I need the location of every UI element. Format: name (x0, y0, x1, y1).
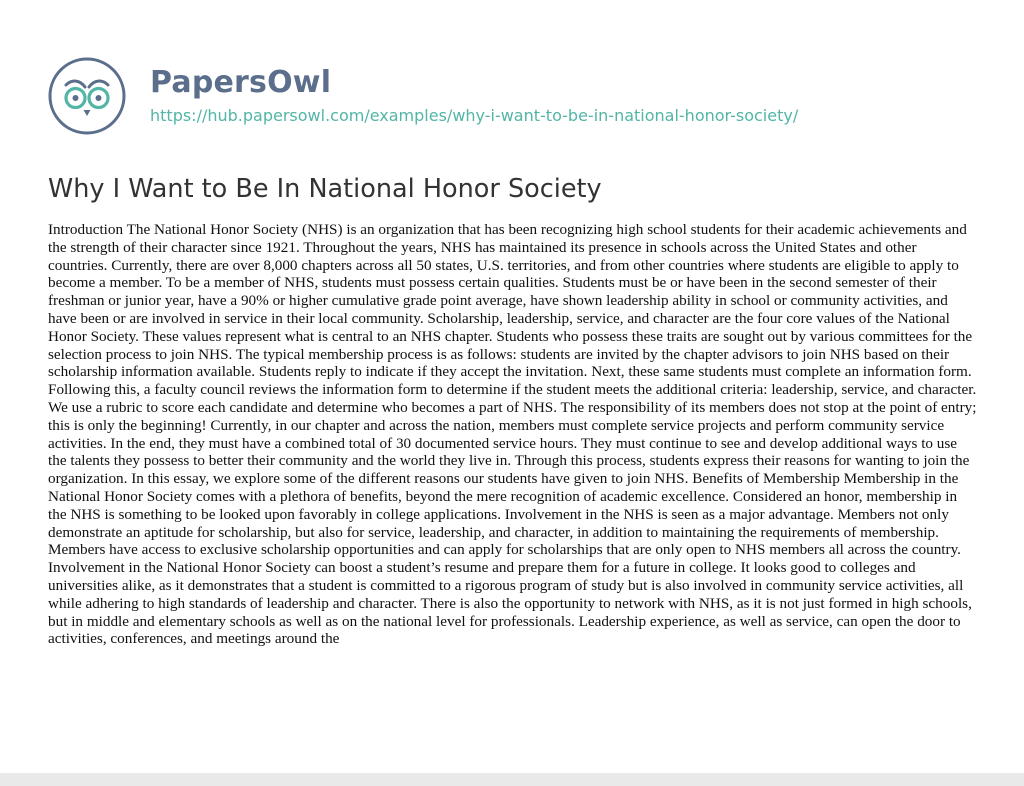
page-footer-bar (0, 773, 1024, 786)
site-header (48, 56, 798, 136)
essay-title: Why I Want to Be In National Honor Society (48, 174, 602, 204)
brand-block (150, 65, 798, 127)
owl-logo-icon[interactable] (48, 57, 126, 135)
source-url-link[interactable]: https://hub.papersowl.com/examples/why-i-want-to-be-in-national-honor-society/ (150, 106, 799, 125)
essay-body: Introduction The National Honor Society (NHS) is an organization that has been recognizing high school students for their academic achievements and the strength of their character since 1921. Throughout the years, NHS has maintained its presence in schools across the United States and other countries. Currently, there are over 8,000 chapters across all 50 states, U.S. territories, and from other countries where students are eligible to apply to become a member. To be a member of NHS, students must possess certain qualities. Students must be or have been in the second semester of their freshman or junior year, have a 90% or higher cumulative grade point average, have shown leadership ability in school or community activities, and have been or are involved in service in their local community. Scholarship, leadership, service, and character are the four core values of the National Honor Society. These values represent what is central to an NHS chapter. Students who possess these traits are sought out by various committees for the selection process to join NHS. The typical membership process is as follows: students are invited by the chapter advisors to join NHS based on their scholarship information available. Students reply to indicate if they accept the invitation. Next, these same students must complete an information form. Following this, a faculty council reviews the information form to determine if the student meets the additional criteria: leadership, service, and character. We use a rubric to score each candidate and determine who becomes a part of NHS. The responsibility of its members does not stop at the point of entry; this is only the beginning! Currently, in our chapter and across the nation, members must complete service projects and perform community service activities. In the end, they must have a combined total of 30 documented service hours. They must continue to see and develop additional ways to use the talents they possess to better their community and the world they live in. Through this process, students express their reasons for wanting to join the organization. In this essay, we explore some of the different reasons our students have given to join NHS. Benefits of Membership Membership in the National Honor Society comes with a plethora of benefits, beyond the mere recognition of academic excellence. Considered an honor, membership in the NHS is something to be looked upon favorably in college applications. Involvement in the NHS is seen as a major advantage. Members not only demonstrate an aptitude for scholarship, but also for service, leadership, and character, in addition to maintaining the requirements of membership. Members have access to exclusive scholarship opportunities and can apply for scholarships that are only open to NHS members all across the country. Involvement in the National Honor Society can boost a student’s resume and prepare them for a future in college. It looks good to colleges and universities alike, as it demonstrates that a student is committed to a rigorous program of study but is also involved in community service activities, all while adhering to high standards of leadership and character. There is also the opportunity to network with NHS, as it is not just formed in high schools, but in middle and elementary schools as well as on the national level for professionals. Leadership experience, as well as service, can open the door to activities, conferences, and meetings around the (48, 221, 977, 648)
brand-name[interactable]: PapersOwl (150, 65, 332, 100)
